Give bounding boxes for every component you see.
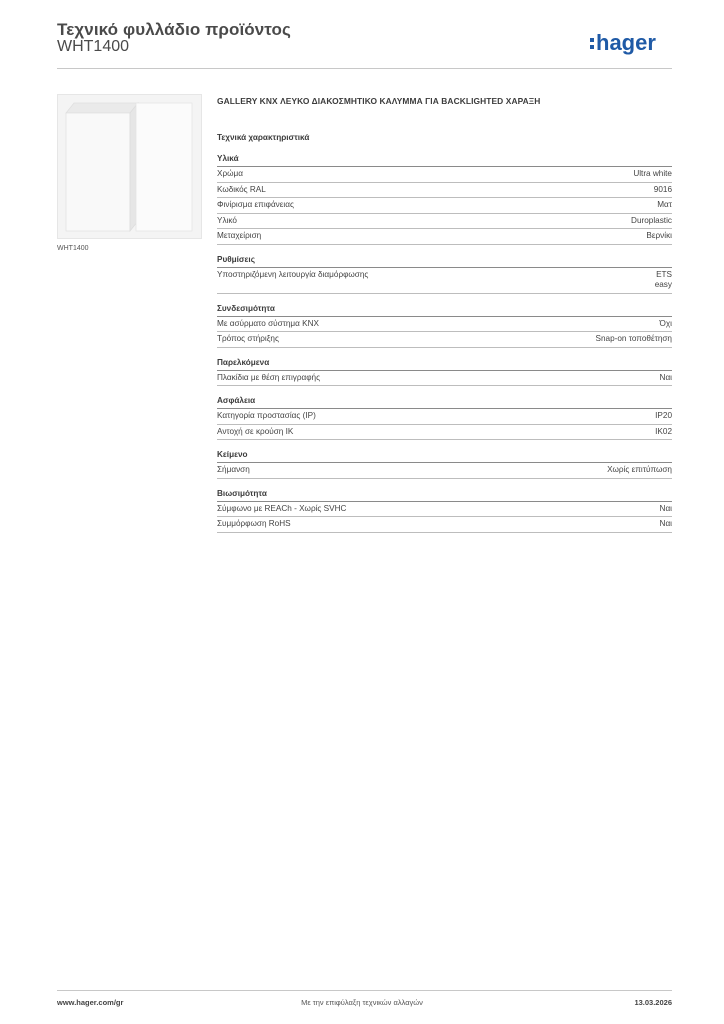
spec-groups: [217, 154, 672, 533]
spec-group-title: Υλικά: [217, 154, 672, 167]
spec-value: IP20: [655, 411, 672, 420]
spec-row: [217, 463, 672, 479]
spec-group-title: Συνδεσιμότητα: [217, 304, 672, 317]
product-image-caption: WHT1400: [57, 245, 89, 252]
spec-group: [217, 450, 672, 479]
spec-group-title: Βιωσιμότητα: [217, 489, 672, 502]
footer-note: Με την επιφύλαξη τεχνικών αλλαγών: [301, 998, 423, 1007]
spec-label: Αντοχή σε κρούση IK: [217, 426, 294, 436]
product-name: GALLERY KNX ΛΕΥΚΟ ΔΙΑΚΟΣΜΗΤΙΚΟ ΚΑΛΥΜΜΑ ΓΙΑ BACKLIGHTED ΧΑΡΑΞΗ: [217, 96, 541, 106]
spec-row: [217, 214, 672, 230]
spec-value: Όχι: [659, 318, 672, 328]
spec-value: IK02: [655, 426, 672, 436]
spec-label: Υλικό: [217, 215, 237, 225]
spec-row: [217, 268, 672, 294]
footer-date: 13.03.2026: [634, 998, 672, 1007]
footer-divider: [57, 990, 672, 991]
spec-row: [217, 409, 672, 425]
spec-group: [217, 396, 672, 440]
spec-group: [217, 304, 672, 348]
spec-label: Υποστηριζόμενη λειτουργία διαμόρφωσης: [217, 269, 369, 279]
content-area: [217, 96, 672, 533]
product-image: [57, 94, 202, 239]
spec-label: Πλακίδια με θέση επιγραφής: [217, 372, 321, 382]
spec-value: Ναι: [659, 519, 672, 528]
spec-value: Ναι: [659, 503, 672, 513]
spec-value: Βερνίκι: [646, 231, 672, 240]
spec-group-title: Παρελκόμενα: [217, 358, 672, 371]
footer-website[interactable]: www.hager.com/gr: [57, 998, 124, 1007]
document-title: Τεχνικό φυλλάδιο προϊόντος: [57, 20, 291, 39]
spec-row: [217, 517, 672, 533]
spec-value: Duroplastic: [631, 215, 672, 225]
spec-row: [217, 167, 672, 183]
spec-label: Τρόπος στήριξης: [217, 334, 279, 343]
spec-row: [217, 502, 672, 518]
spec-label: Μεταχείριση: [217, 231, 262, 240]
spec-label: Συμμόρφωση RoHS: [217, 519, 291, 528]
spec-label: Χρώμα: [217, 169, 243, 178]
spec-value: Ναι: [659, 372, 672, 382]
spec-group: [217, 358, 672, 387]
spec-row: [217, 317, 672, 333]
spec-label: Σήμανση: [217, 465, 250, 474]
spec-group: [217, 154, 672, 245]
spec-group-title: Ασφάλεια: [217, 396, 672, 409]
spec-row: [217, 371, 672, 387]
spec-group-title: Ρυθμίσεις: [217, 255, 672, 268]
spec-row: [217, 229, 672, 245]
svg-text:hager: hager: [596, 30, 656, 55]
spec-value: Ultra white: [633, 169, 672, 178]
spec-value: ETS easy: [654, 269, 672, 289]
hager-logo: [588, 27, 678, 57]
specs-title: Τεχνικά χαρακτηριστικά: [217, 133, 310, 142]
spec-value: 9016: [653, 184, 672, 194]
spec-row: [217, 183, 672, 199]
spec-group: [217, 489, 672, 533]
spec-value: Snap-on τοποθέτηση: [595, 334, 672, 343]
spec-label: Με ασύρματο σύστημα KNX: [217, 318, 319, 328]
spec-row: [217, 332, 672, 348]
spec-label: Σύμφωνο με REACh - Χωρίς SVHC: [217, 503, 347, 513]
product-code-heading: WHT1400: [57, 38, 130, 55]
spec-row: [217, 425, 672, 441]
spec-value: Ματ: [657, 200, 672, 209]
spec-value: Χωρίς επιτύπωση: [607, 465, 672, 474]
spec-group-title: Κείμενο: [217, 450, 672, 463]
spec-group: [217, 255, 672, 294]
spec-label: Κατηγορία προστασίας (IP): [217, 411, 316, 420]
spec-label: Κωδικός RAL: [217, 184, 266, 194]
spec-label: Φινίρισμα επιφάνειας: [217, 200, 294, 209]
header-divider: [57, 68, 672, 69]
spec-row: [217, 198, 672, 214]
cover-plate-illustration: [58, 95, 203, 240]
